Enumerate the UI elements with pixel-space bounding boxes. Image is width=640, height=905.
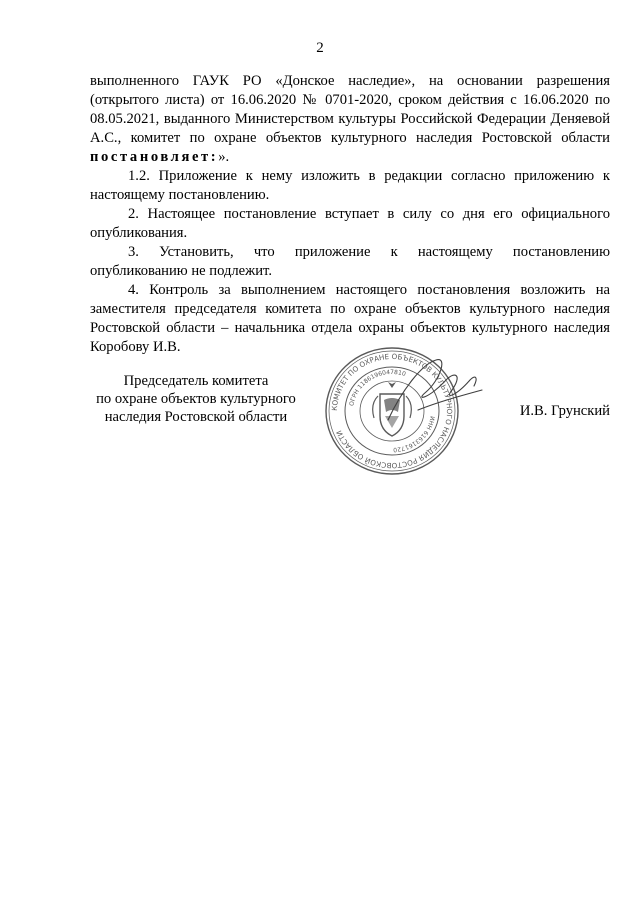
- resolution-word: постановляет:: [90, 149, 219, 165]
- position-line-3: наследия Ростовской области: [104, 409, 288, 425]
- intro-end: ».: [218, 149, 230, 165]
- position-line-2: по охране объектов культурного: [96, 391, 296, 407]
- document-body: [90, 72, 610, 357]
- seal-ogrn-text: ОГРН 1186196047810: [348, 369, 407, 407]
- item-4: 4. Контроль за выполнением настоящего постановления возложить на заместителя председателя комитета по охране объектов культурного наследия Ростовской области – начальника отдела охраны объектов культурного наследия Коробову И.В.: [90, 282, 610, 355]
- signatory-position: [80, 372, 312, 426]
- seal-inn-text: ИНН 6163161720: [392, 415, 436, 454]
- item-1-2: 1.2. Приложение к нему изложить в редакции согласно приложению к настоящему постановлению.: [90, 168, 610, 203]
- paragraph-intro: [90, 72, 610, 167]
- item-3: 3. Установить, что приложение к настоящему постановлению опубликованию не подлежит.: [90, 244, 610, 279]
- page-number: 2: [316, 40, 324, 56]
- item-2: 2. Настоящее постановление вступает в силу со дня его официального опубликования.: [90, 206, 610, 241]
- position-line-1: Председатель комитета: [123, 373, 269, 389]
- intro-text: выполненного ГАУК РО «Донское наследие», на основании разрешения (открытого листа) от 16.06.2020 № 0701-2020, сроком действия с 16.06.2020 по 08.05.2021, выданного Министерством культуры Российской Федерации Деняевой А.С., комитет по охране объектов культурного наследия Ростовской области: [90, 73, 610, 146]
- handwritten-signature: [378, 350, 488, 440]
- signatory-name: И.В. Грунский: [519, 403, 610, 419]
- seal-outer-text: КОМИТЕТ ПО ОХРАНЕ ОБЪЕКТОВ КУЛЬТУРНОГО НАСЛЕДИЯ РОСТОВСКОЙ ОБЛАСТИ: [329, 351, 455, 471]
